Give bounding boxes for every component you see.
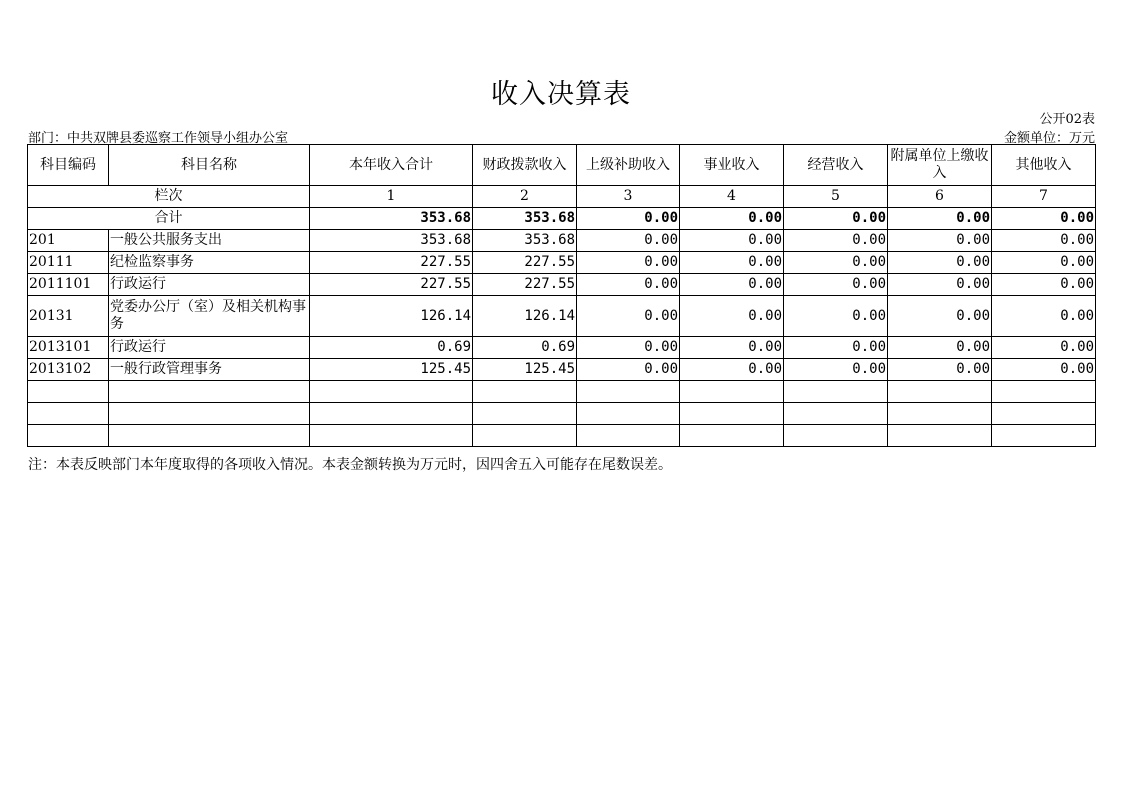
table-row xyxy=(28,296,1096,337)
department-label: 部门：中共双牌县委巡察工作领导小组办公室 xyxy=(28,131,289,146)
amount-cell: 0.00 xyxy=(680,252,784,274)
amount-cell: 353.68 xyxy=(310,230,473,252)
amount-cell: 353.68 xyxy=(473,230,577,252)
amount-cell: 0.00 xyxy=(680,230,784,252)
table-row xyxy=(28,337,1096,359)
column-number-row xyxy=(28,186,1096,208)
amount-cell: 0.00 xyxy=(784,296,888,337)
empty-row xyxy=(28,403,1096,425)
subject-name: 行政运行 xyxy=(109,337,310,359)
total-value: 0.00 xyxy=(992,208,1096,230)
total-value: 353.68 xyxy=(473,208,577,230)
subject-code: 20111 xyxy=(28,252,109,274)
total-value: 0.00 xyxy=(784,208,888,230)
header-cell: 经营收入 xyxy=(784,145,888,186)
amount-cell: 0.00 xyxy=(680,337,784,359)
empty-cell xyxy=(28,403,109,425)
empty-cell xyxy=(680,425,784,447)
amount-cell: 0.69 xyxy=(310,337,473,359)
subject-code: 20131 xyxy=(28,296,109,337)
empty-cell xyxy=(888,425,992,447)
amount-cell: 227.55 xyxy=(310,252,473,274)
amount-cell: 0.00 xyxy=(680,296,784,337)
empty-cell xyxy=(310,381,473,403)
header-row xyxy=(28,145,1096,186)
amount-cell: 0.00 xyxy=(680,359,784,381)
subject-name: 党委办公厅（室）及相关机构事务 xyxy=(109,296,310,337)
amount-cell: 0.00 xyxy=(888,337,992,359)
total-row xyxy=(28,208,1096,230)
empty-cell xyxy=(473,403,577,425)
header-cell: 财政拨款收入 xyxy=(473,145,577,186)
amount-cell: 0.00 xyxy=(784,230,888,252)
subject-code: 201 xyxy=(28,230,109,252)
amount-cell: 0.00 xyxy=(784,359,888,381)
amount-cell: 0.00 xyxy=(680,274,784,296)
page-title: 收入决算表 xyxy=(491,79,631,110)
amount-cell: 0.00 xyxy=(888,359,992,381)
header-cell: 其他收入 xyxy=(992,145,1096,186)
empty-cell xyxy=(473,381,577,403)
empty-cell xyxy=(577,381,680,403)
empty-cell xyxy=(577,425,680,447)
subject-name: 一般行政管理事务 xyxy=(109,359,310,381)
subject-name: 行政运行 xyxy=(109,274,310,296)
amount-cell: 0.00 xyxy=(577,337,680,359)
empty-cell xyxy=(109,381,310,403)
empty-cell xyxy=(992,381,1096,403)
amount-cell: 0.00 xyxy=(992,337,1096,359)
empty-cell xyxy=(888,381,992,403)
total-value: 0.00 xyxy=(577,208,680,230)
empty-row xyxy=(28,425,1096,447)
column-number: 3 xyxy=(577,186,680,208)
subject-code: 2013102 xyxy=(28,359,109,381)
column-number: 7 xyxy=(992,186,1096,208)
total-label: 合计 xyxy=(28,208,310,230)
amount-cell: 0.00 xyxy=(577,296,680,337)
empty-cell xyxy=(888,403,992,425)
amount-cell: 0.00 xyxy=(888,274,992,296)
amount-cell: 0.00 xyxy=(992,296,1096,337)
column-number: 5 xyxy=(784,186,888,208)
amount-cell: 0.00 xyxy=(577,230,680,252)
amount-cell: 0.00 xyxy=(784,337,888,359)
amount-cell: 0.69 xyxy=(473,337,577,359)
amount-cell: 0.00 xyxy=(992,274,1096,296)
unit-label: 金额单位：万元 xyxy=(1003,131,1095,146)
subject-code: 2013101 xyxy=(28,337,109,359)
header-cell: 事业收入 xyxy=(680,145,784,186)
empty-cell xyxy=(784,403,888,425)
amount-cell: 227.55 xyxy=(310,274,473,296)
amount-cell: 125.45 xyxy=(473,359,577,381)
table-row xyxy=(28,252,1096,274)
amount-cell: 125.45 xyxy=(310,359,473,381)
amount-cell: 126.14 xyxy=(473,296,577,337)
table-row xyxy=(28,274,1096,296)
subject-name: 纪检监察事务 xyxy=(109,252,310,274)
table-number: 公开02表 xyxy=(1039,112,1095,127)
empty-cell xyxy=(109,425,310,447)
amount-cell: 0.00 xyxy=(888,230,992,252)
header-cell: 附属单位上缴收入 xyxy=(888,145,992,186)
subject-name: 一般公共服务支出 xyxy=(109,230,310,252)
amount-cell: 0.00 xyxy=(992,359,1096,381)
header-cell: 上级补助收入 xyxy=(577,145,680,186)
amount-cell: 227.55 xyxy=(473,274,577,296)
empty-cell xyxy=(109,403,310,425)
empty-row xyxy=(28,381,1096,403)
amount-cell: 0.00 xyxy=(888,296,992,337)
footnote: 注：本表反映部门本年度取得的各项收入情况。本表金额转换为万元时，因四舍五入可能存在尾数误差。 xyxy=(28,457,672,473)
total-value: 0.00 xyxy=(680,208,784,230)
column-number: 2 xyxy=(473,186,577,208)
header-cell: 本年收入合计 xyxy=(310,145,473,186)
table-row xyxy=(28,230,1096,252)
empty-cell xyxy=(28,425,109,447)
amount-cell: 0.00 xyxy=(888,252,992,274)
empty-cell xyxy=(310,425,473,447)
amount-cell: 126.14 xyxy=(310,296,473,337)
empty-cell xyxy=(784,425,888,447)
total-value: 353.68 xyxy=(310,208,473,230)
empty-cell xyxy=(680,381,784,403)
header-cell: 科目编码 xyxy=(28,145,109,186)
empty-cell xyxy=(28,381,109,403)
empty-cell xyxy=(992,425,1096,447)
empty-cell xyxy=(992,403,1096,425)
empty-cell xyxy=(784,381,888,403)
empty-cell xyxy=(577,403,680,425)
empty-cell xyxy=(310,403,473,425)
income-table xyxy=(27,144,1096,447)
amount-cell: 0.00 xyxy=(992,230,1096,252)
empty-cell xyxy=(680,403,784,425)
column-number: 1 xyxy=(310,186,473,208)
header-cell: 科目名称 xyxy=(109,145,310,186)
column-number: 4 xyxy=(680,186,784,208)
amount-cell: 0.00 xyxy=(577,252,680,274)
amount-cell: 0.00 xyxy=(784,252,888,274)
amount-cell: 0.00 xyxy=(577,359,680,381)
amount-cell: 0.00 xyxy=(992,252,1096,274)
amount-cell: 0.00 xyxy=(577,274,680,296)
total-value: 0.00 xyxy=(888,208,992,230)
table-row xyxy=(28,359,1096,381)
column-number-label: 栏次 xyxy=(28,186,310,208)
amount-cell: 227.55 xyxy=(473,252,577,274)
subject-code: 2011101 xyxy=(28,274,109,296)
column-number: 6 xyxy=(888,186,992,208)
amount-cell: 0.00 xyxy=(784,274,888,296)
empty-cell xyxy=(473,425,577,447)
